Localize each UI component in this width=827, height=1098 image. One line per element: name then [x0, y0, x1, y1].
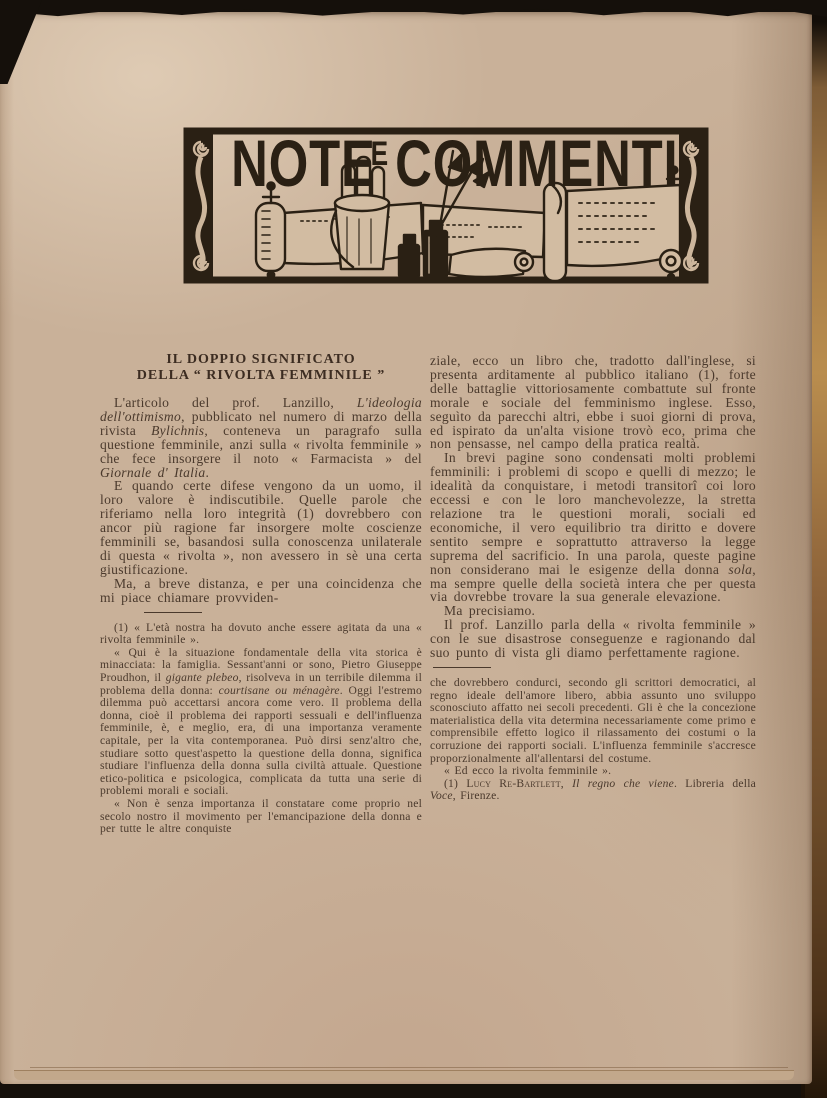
footnote-rule [433, 667, 491, 668]
paragraph: Ma precisiamo. [444, 603, 536, 619]
inkwell-icon [399, 245, 419, 277]
paragraph: E quando certe difese vengono da un uomo, il loro valore è indiscutibile. Quelle parole che riferiamo nella loro integrità (1) dovrebbero con ancor più ragione far insorgere molte coscienze femminili se, basandosi sulla conoscenza unilaterale di questa « rivolta », non avessero in sè una certa giustificazione. [100, 478, 422, 577]
paragraph: L'articolo del prof. Lanzillo, L'ideologia dell'ottimismo, pubblicato nel numero di marzo della rivista Bylichnis, conteneva un paragrafo sulla questione femminile, anzi sulla « rivolta femminile » che fece insorgere il noto « Farmacista » del Giornale d' Italia. [100, 395, 422, 480]
paragraph: Ma, a breve distanza, e per una coincidenza che mi piace chiamare provviden- [100, 575, 422, 605]
scroll-icon [256, 203, 285, 271]
paragraph: ziale, ecco un libro che, tradotto dall'inglese, si presenta arditamente al pubblico italiano (1), forte delle battaglie vittoriosamente combattute sul fronte morale e sociale del femminismo inglese. Esso, seguìto da parecchi altri, ebbe i suoi giorni di prova, ed ispirato da un'alta visione trovò eco, prima che non pensasse, nel campo della pratica realtà. [430, 353, 756, 452]
footnote-paragraph: che dovrebbero condurci, secondo gli scrittori democratici, al regno ideale dell'amore libero, abbia assunto uno sviluppo sconosciuto affatto nei secoli precedenti. Gli è che la concezione materialistica della vita determina necessariamente come primo e comprensibile effetto logico il rilassamento dei costumi o la corruzione dei rapporti sociali. L'influenza femminile s'accresce proporzionalmente all'allentarsi del costume. [430, 675, 756, 765]
article-title-line1: IL DOPPIO SIGNIFICATO [166, 352, 356, 367]
paragraph: Il prof. Lanzillo parla della « rivolta femminile » con le sue disastrose conseguenze e ragionando dal suo punto di vista gli diamo perfettamente ragione. [430, 617, 756, 661]
article-title-line2: DELLA “ RIVOLTA FEMMINILE ” [136, 368, 386, 383]
footnote-paragraph: (1) Lucy Re-Bartlett, Il regno che viene. Libreria della Voce, Firenze. [430, 776, 756, 803]
scroll-icon [449, 249, 525, 277]
column-left [100, 352, 422, 836]
paragraph: In brevi pagine sono condensati molti problemi femminili: i problemi di scopo e quelli di mezzo; le idealità da conquistare, i metodi transitorî coi loro eccessi e con le loro manchevolezze, la stretta relazione tra le questioni morali, sociali ed economiche, il vero equilibrio tra diritto e dovere sentito sempre e soprattutto attraverso la legge suprema del sacrificio. In una parola, queste pagine non considerano mai le esigenze della donna sola, ma sempre quelle della società intera che per questa via dovrebbe trovare la sua generale elevazione. [430, 450, 756, 605]
section-banner [183, 127, 709, 284]
inkwell-icon [424, 231, 447, 277]
banner-conjunction: E [370, 135, 389, 173]
column-right [430, 354, 756, 803]
footnote-paragraph: « Ed ecco la rivolta femminile ». [444, 764, 612, 778]
footnote-paragraph: « Qui è la situazione fondamentale della vita storica è minacciata: la famiglia. Sessant'anni or sono, Pietro Giuseppe Proudhon, il gigante plebeo, risolveva in un terribile dilemma il problema della donna: courtisane ou ménagère. Oggi l'estremo dilemma può accettarsi ancora come vero. Il problema della donna, cioè il problema dei rapporti sessuali e dell'influenza femminile, è, e meglio, era, di una importanza veramente capitale, per la vita contemporanea. Può dirsi senz'altro che, studiare sotto quest'aspetto la questione della donna, significa studiare l'influenza della donna sulla civiltà attuale. Questione etico-politica e psicologica, complicata da tutta una serie di problemi morali e sociali. [100, 645, 422, 798]
magazine-page [0, 12, 812, 1084]
banner-word-note: NOTE [231, 127, 376, 201]
footnote-paragraph: (1) « L'età nostra ha dovuto anche essere agitata da una « rivolta femminile ». [100, 620, 422, 647]
footnote-paragraph: « Non è senza importanza il constatare come proprio nel secolo nostro il movimento per l'emancipazione della donna e per tutte le altre conquiste [100, 796, 422, 836]
banner-artwork [183, 127, 709, 284]
banner-word-commenti: COMMENTI [395, 127, 679, 201]
footnote-rule [144, 612, 202, 613]
banner-title [231, 128, 678, 201]
article-title [100, 352, 422, 384]
